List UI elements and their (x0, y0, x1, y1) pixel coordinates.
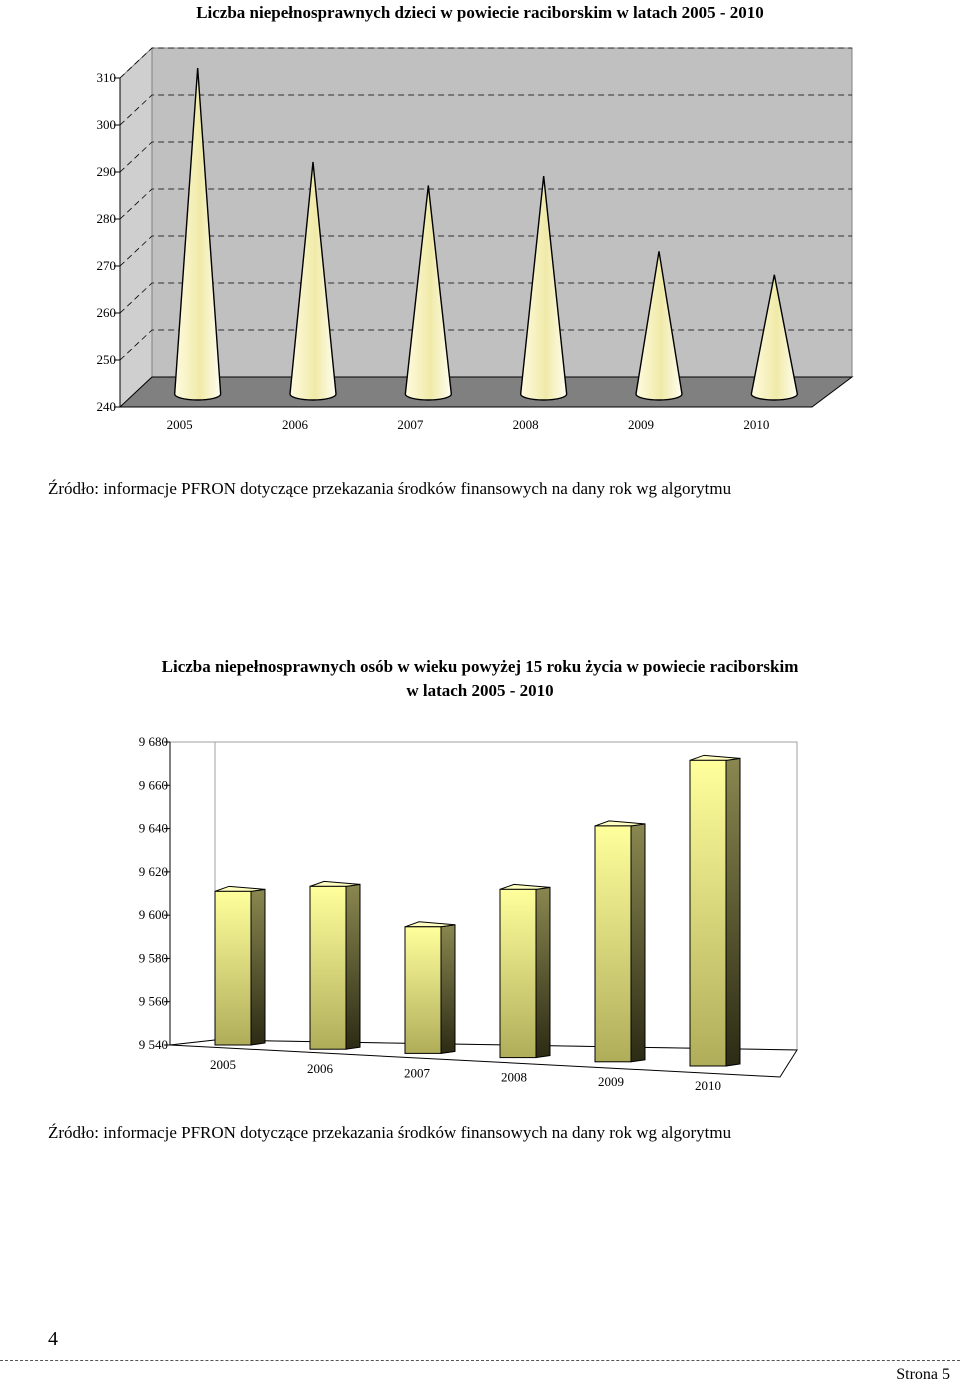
chart2-column-2010 (690, 760, 726, 1066)
chart2-svg (0, 720, 960, 1120)
chart1-xtick-label: 2007 (397, 417, 424, 432)
chart2-title-line1: Liczba niepełnosprawnych osób w wieku powyżej 15 roku życia w powiecie raciborskim (161, 657, 799, 676)
chart2-column-side-2008 (536, 887, 550, 1057)
chart1-ytick-label: 310 (96, 70, 116, 85)
chart1-svg (0, 30, 960, 450)
chart2-column-side-2007 (441, 925, 455, 1054)
chart1-xtick-label: 2009 (628, 417, 654, 432)
chart2-ytick-label: 9 620 (138, 863, 168, 879)
chart2-column-side-2010 (726, 758, 740, 1066)
chart2-ytick-label: 9 640 (138, 820, 168, 836)
chart2-column-2008 (500, 889, 536, 1057)
page-number: 4 (48, 1328, 58, 1350)
chart2-side-wall (170, 742, 215, 1045)
chart2-ytick-label: 9 680 (138, 734, 168, 749)
chart1-xtick-label: 2006 (282, 417, 308, 432)
chart1-xtick-label: 2008 (512, 417, 539, 432)
chart2-column-2009 (595, 826, 631, 1062)
chart2-xtick-label: 2008 (501, 1069, 527, 1085)
chart2-column-2006 (310, 886, 346, 1049)
chart2-xtick-label: 2005 (210, 1057, 236, 1072)
chart2-ytick-label: 9 600 (138, 907, 168, 923)
chart1-back-wall (152, 48, 852, 377)
footer-divider (0, 1360, 960, 1361)
chart2-ytick-label: 9 560 (138, 993, 168, 1009)
chart1-ytick-label: 300 (96, 117, 116, 132)
chart2-xtick-label: 2007 (404, 1065, 430, 1081)
chart2-ytick-label: 9 580 (138, 950, 168, 966)
chart1-xtick-label: 2005 (166, 417, 193, 432)
page-label: Strona 5 (896, 1366, 950, 1383)
chart2-title-line2: w latach 2005 - 2010 (406, 681, 554, 700)
chart1-side-wall (120, 48, 152, 407)
chart2-column-side-2006 (346, 884, 360, 1049)
chart1-ytick-label: 270 (96, 258, 116, 273)
chart1-xtick-label: 2010 (743, 417, 770, 432)
chart1-ytick-label: 280 (96, 211, 116, 226)
chart1-source: Źródło: informacje PFRON dotyczące przekazania środków finansowych na dany rok wg algorytmu (48, 479, 732, 498)
chart2-ytick-label: 9 540 (138, 1037, 168, 1052)
chart1-ytick-label: 290 (96, 164, 116, 179)
chart1-ytick-label: 260 (96, 305, 116, 320)
chart2-column-side-2009 (631, 824, 645, 1062)
chart1-ytick-label: 240 (96, 399, 116, 414)
chart2-ytick-label: 9 660 (138, 777, 168, 793)
chart2-column-side-2005 (251, 889, 265, 1045)
chart1-floor (120, 377, 852, 407)
chart2-column-2007 (405, 927, 441, 1054)
chart2-xtick-label: 2006 (307, 1061, 333, 1077)
chart2-column-2005 (215, 891, 251, 1045)
chart2-source: Źródło: informacje PFRON dotyczące przekazania środków finansowych na dany rok wg algorytmu (48, 1123, 732, 1142)
chart2-xtick-label: 2010 (695, 1078, 721, 1093)
chart1-title: Liczba niepełnosprawnych dzieci w powiecie raciborskim w latach 2005 - 2010 (196, 3, 764, 22)
chart1-ytick-label: 250 (96, 352, 116, 367)
chart2-xtick-label: 2009 (598, 1073, 624, 1089)
